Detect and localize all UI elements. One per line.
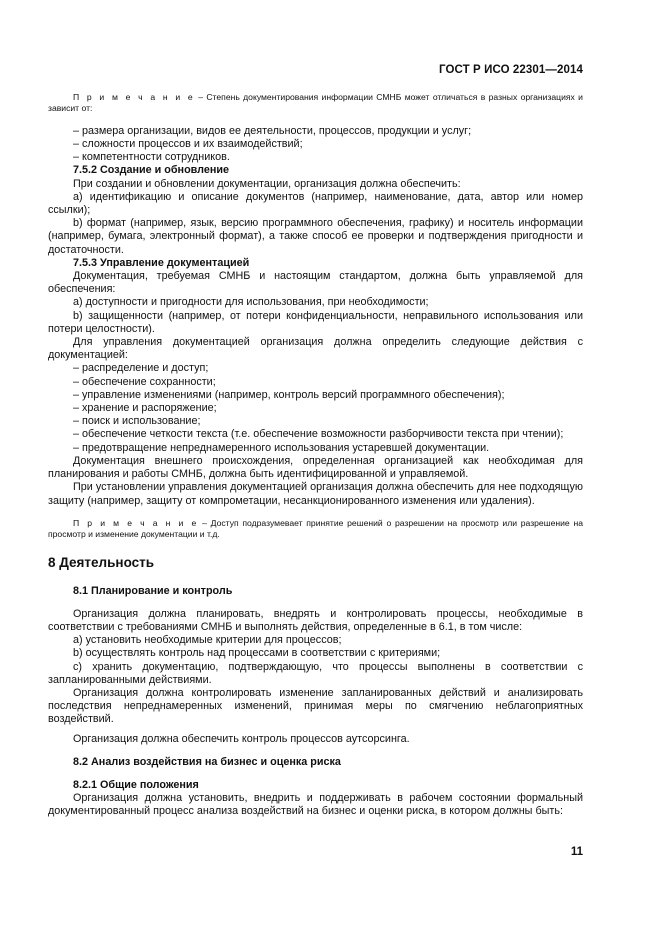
standard-header: ГОСТ Р ИСО 22301—2014 [438, 64, 583, 76]
page-number: 11 [570, 846, 583, 858]
paragraph: Для управления документацией организация должна определить следующие действия с документацией: [48, 336, 583, 362]
paragraph: Документация внешнего происхождения, определенная организацией как необходимая для планирования и работы СМНБ, должна быть идентифицированной и управляемой. [48, 454, 583, 481]
list-item-b: b) защищенности (например, от потери конфиденциальности, неправильного использования или потери целостности). [48, 309, 583, 335]
list-item-a: а) доступности и пригодности для использования, при необходимости; [73, 296, 429, 309]
document-page [48, 0, 583, 935]
note-paragraph [48, 518, 583, 541]
note-paragraph [48, 92, 583, 115]
paragraph: При установлении управления документацией организация должна обеспечить для нее подходящую защиту (например, защиту от компрометации, несанкционированного изменения или удаления). [48, 481, 583, 507]
section-heading-8: 8 Деятельность [48, 554, 155, 570]
note-label: П р и м е ч а н и е [73, 517, 199, 528]
note-text: – Степень документирования информации СМНБ может отличаться в разных организациях и зависит от: [48, 92, 583, 114]
list-item-c: с) хранить документацию, подтверждающую, что процессы выполнены в соответствии с запланированными действиями. [48, 660, 583, 686]
action-item: – хранение и распоряжение; [73, 402, 217, 415]
section-heading-7-5-2: 7.5.2 Создание и обновление [73, 164, 230, 177]
list-item-b: b) формат (например, язык, версию программного обеспечения, графику) и носитель информации (например, бумага, электронный формат), а также способ ее проверки и подтверждения пригодности и достаточности. [48, 217, 583, 256]
section-heading-7-5-3: 7.5.3 Управление документацией [73, 256, 250, 269]
paragraph: Организация должна обеспечить контроль процессов аутсорсинга. [73, 732, 410, 745]
paragraph: При создании и обновлении документации, организация должна обеспечить: [73, 177, 461, 190]
page-content [48, 92, 583, 819]
action-item: – предотвращение непреднамеренного использования устаревшей документации. [73, 441, 490, 454]
paragraph: Организация должна контролировать изменение запланированных действий и анализировать последствия непреднамеренных изменений, принимая меры по смягчению неблагоприятных воздействий. [48, 686, 583, 726]
note-label: П р и м е ч а н и е [73, 92, 195, 102]
action-item: – управление изменениями (например, контроль версий программного обеспечения); [73, 388, 505, 401]
paragraph: Организация должна установить, внедрить и поддерживать в рабочем состоянии формальный документированный процесс анализа воздействий на бизнес и оценки риска, в котором должны быть: [48, 792, 583, 818]
section-heading-8-2-1: 8.2.1 Общие положения [73, 778, 199, 791]
section-heading-8-2: 8.2 Анализ воздействия на бизнес и оценка риска [73, 755, 341, 768]
paragraph: Документация, требуемая СМНБ и настоящим стандартом, должна быть управляемой для обеспечения: [48, 270, 583, 296]
note-text: – Доступ подразумевает принятие решений о разрешении на просмотр или разрешение на просмотр и изменение документации и т.д. [48, 517, 583, 540]
action-item: – обеспечение сохранности; [73, 375, 216, 388]
list-item-b: b) осуществлять контроль над процессами в соответствии с критериями; [73, 647, 441, 660]
action-item: – распределение и доступ; [73, 362, 209, 375]
list-item-a: а) идентификацию и описание документов (например, наименование, дата, автор или номер ссылки); [48, 190, 583, 217]
list-item-a: а) установить необходимые критерии для процессов; [73, 634, 342, 647]
paragraph: Организация должна планировать, внедрять и контролировать процессы, необходимые в соответствии с требованиями СМНБ и выполнять действия, определенные в 6.1, в том числе: [48, 607, 583, 633]
note-list-item: – компетентности сотрудников. [73, 151, 230, 164]
action-item: – поиск и использование; [73, 415, 201, 428]
section-heading-8-1: 8.1 Планирование и контроль [73, 584, 233, 597]
action-item: – обеспечение четкости текста (т.е. обеспечение возможности разборчивости текста при чтении); [73, 428, 564, 441]
note-list-item: – сложности процессов и их взаимодействий; [73, 138, 303, 151]
note-list-item: – размера организации, видов ее деятельности, процессов, продукции и услуг; [73, 124, 472, 137]
